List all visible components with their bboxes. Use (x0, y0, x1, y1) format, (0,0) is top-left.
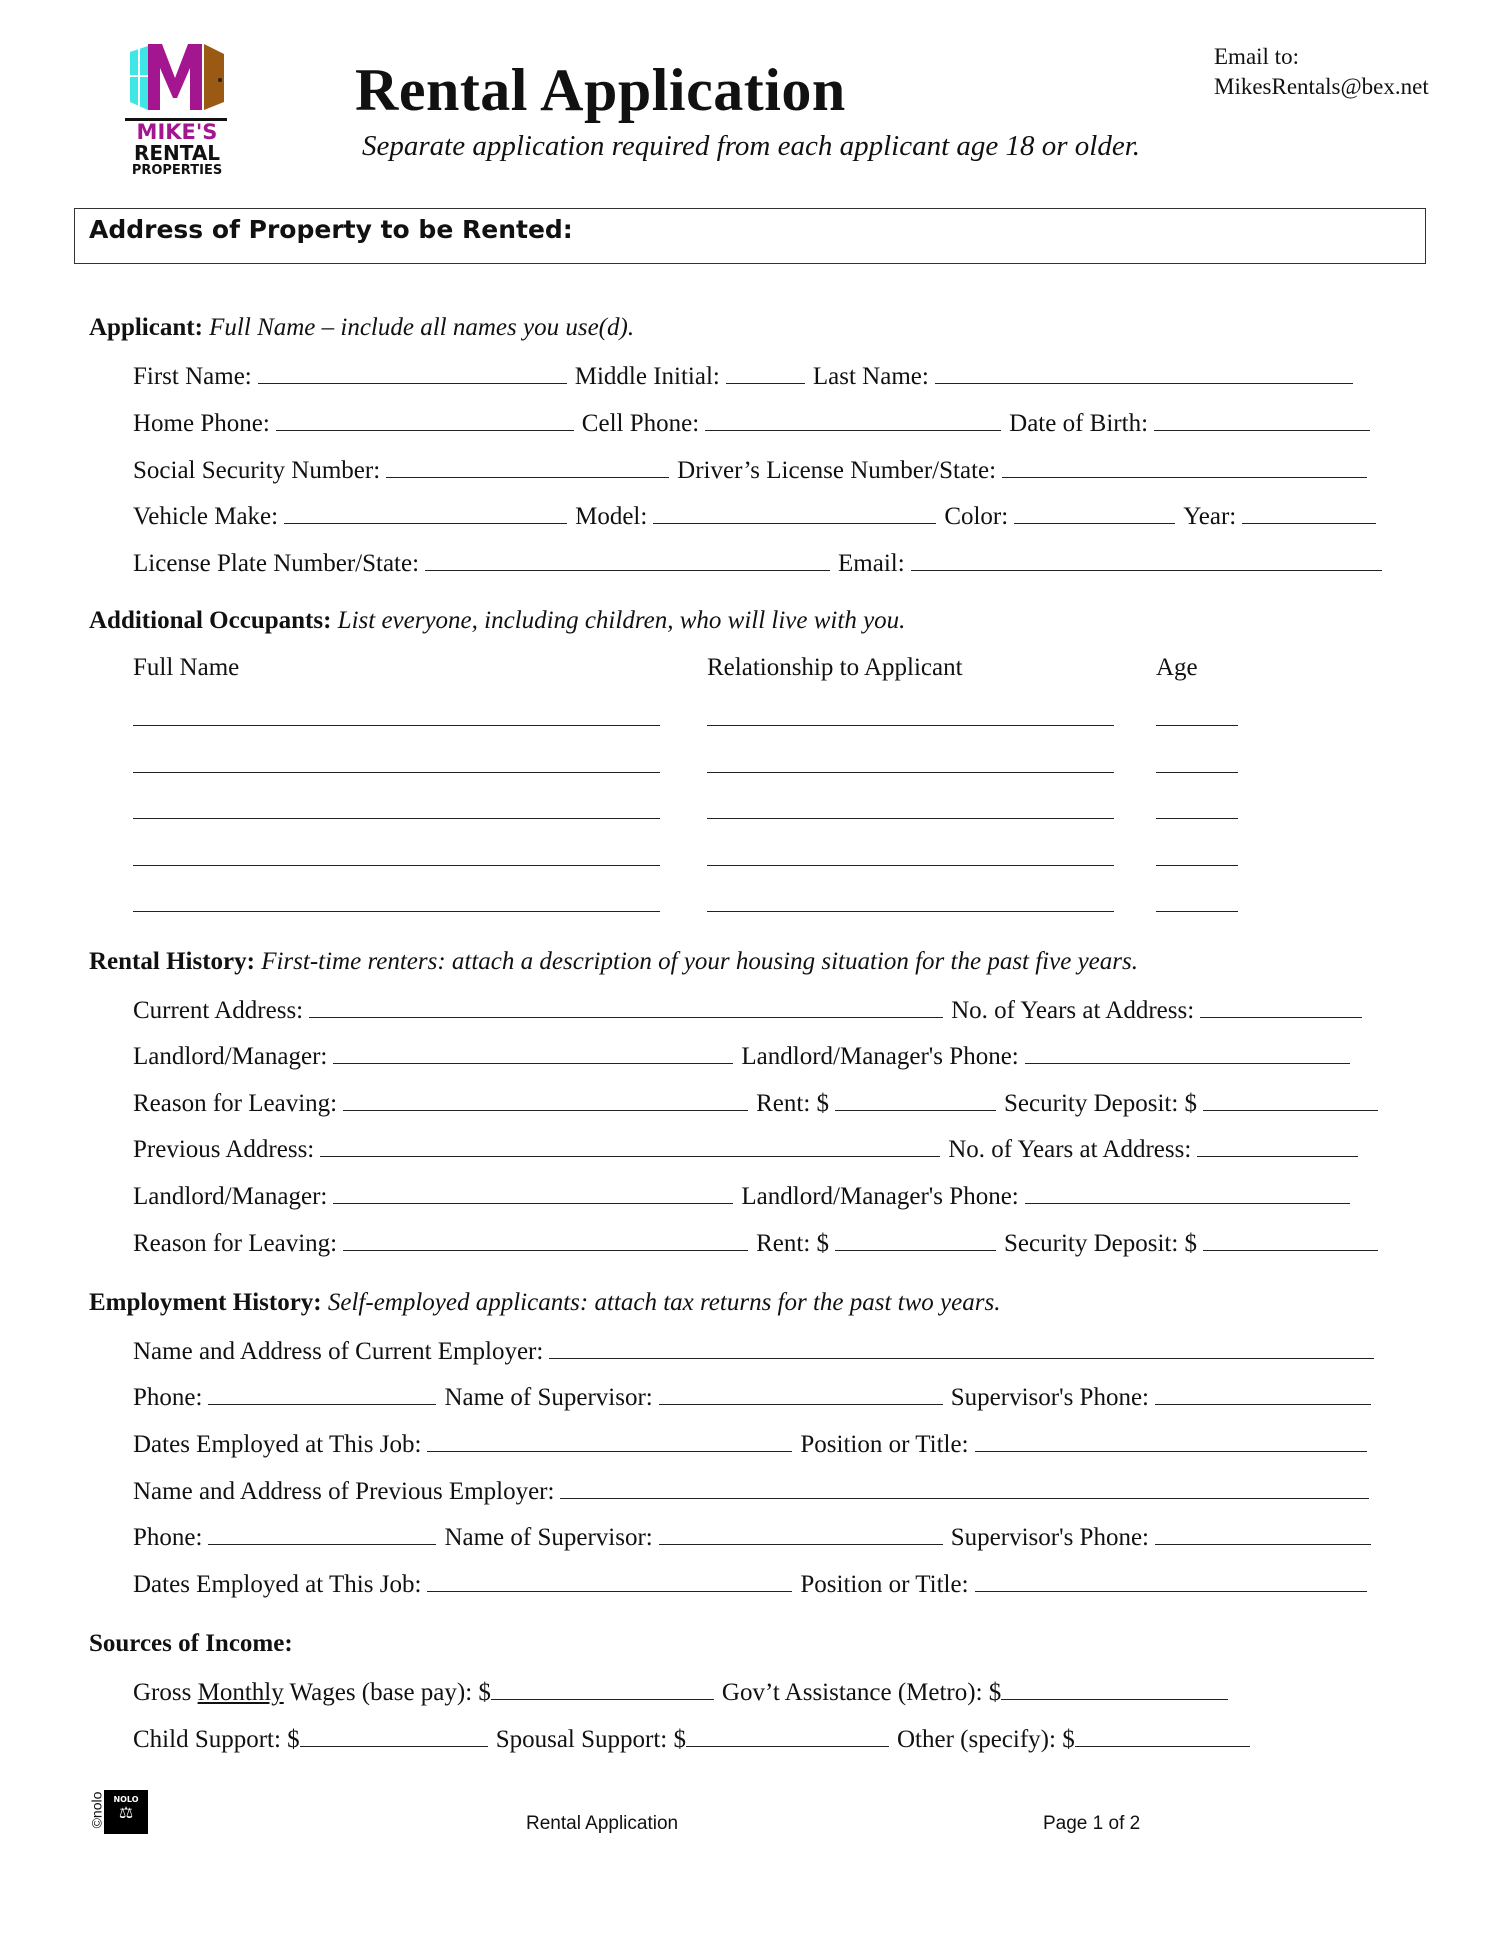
email-label: Email to: (1214, 44, 1299, 69)
dates-employed-at-this-job-input[interactable] (427, 1569, 792, 1592)
rental-row (133, 1228, 1386, 1259)
phone-input[interactable] (208, 1382, 436, 1405)
company-logo (120, 40, 235, 190)
applicant-row (133, 548, 1390, 579)
income-row (133, 1724, 1258, 1755)
rent-input[interactable] (835, 1228, 996, 1251)
field-label: Reason for Leaving: (133, 1230, 338, 1257)
property-address-label: Address of Property to be Rented: (89, 215, 573, 244)
occupant-full-name-input[interactable] (133, 725, 660, 726)
field-label: No. of Years at Address: (948, 1136, 1192, 1163)
field-label: Name and Address of Previous Employer: (133, 1478, 555, 1505)
govt-assistance-input[interactable] (1001, 1677, 1228, 1700)
occupants-column-header: Full Name (133, 654, 240, 681)
email-to (1214, 42, 1429, 102)
logo-text-rental: RENTAL (133, 141, 221, 165)
field-label: Landlord/Manager: (133, 1183, 328, 1210)
cell-phone-input[interactable] (705, 408, 1001, 431)
no-of-years-at-address-input[interactable] (1197, 1134, 1358, 1157)
occupants-column-header: Age (1156, 654, 1198, 681)
employment-row (133, 1569, 1375, 1600)
field-label: Landlord/Manager: (133, 1043, 328, 1070)
income-heading-label: Sources of Income: (89, 1630, 293, 1657)
copyright-text: ©nolo (88, 1791, 105, 1829)
field-label: Gross (133, 1679, 198, 1706)
dates-employed-at-this-job-input[interactable] (427, 1429, 792, 1452)
position-or-title-input[interactable] (975, 1569, 1367, 1592)
last-name-input[interactable] (935, 361, 1353, 384)
landlord-manager-s-phone-input[interactable] (1025, 1181, 1350, 1204)
field-label: Child Support: $ (133, 1726, 300, 1753)
field-label: Vehicle Make: (133, 503, 279, 530)
occupant-relationship-to-applicant-input[interactable] (707, 725, 1114, 726)
field-label: Color: (944, 503, 1009, 530)
rental-row (133, 1088, 1386, 1119)
logo-text-mikes: MIKE'S (136, 120, 218, 144)
applicant-row (133, 501, 1384, 532)
logo-text-properties: PROPERTIES (131, 163, 223, 178)
field-label: Landlord/Manager's Phone: (741, 1043, 1019, 1070)
occupant-relationship-to-applicant-input[interactable] (707, 772, 1114, 773)
occupant-relationship-to-applicant-input[interactable] (707, 911, 1114, 912)
child-support-input[interactable] (300, 1724, 488, 1747)
model-input[interactable] (653, 501, 936, 524)
license-plate-number-state-input[interactable] (425, 548, 830, 571)
previous-address-input[interactable] (320, 1134, 940, 1157)
current-address-input[interactable] (309, 995, 943, 1018)
nolo-badge (104, 1790, 148, 1834)
rental-heading (89, 948, 1138, 976)
email-input[interactable] (911, 548, 1382, 571)
field-label: Phone: (133, 1384, 203, 1411)
rent-input[interactable] (835, 1088, 996, 1111)
other-specify-input[interactable] (1075, 1724, 1250, 1747)
landlord-manager-input[interactable] (333, 1181, 733, 1204)
rental-note: First-time renters: attach a description of your housing situation for the past five years. (261, 948, 1138, 975)
occupant-age-input[interactable] (1156, 772, 1238, 773)
occupants-column-header: Relationship to Applicant (707, 654, 963, 681)
gross-monthly-wages-input[interactable] (491, 1677, 714, 1700)
reason-for-leaving-input[interactable] (343, 1088, 748, 1111)
occupants-heading (89, 607, 905, 635)
field-label: Current Address: (133, 997, 304, 1024)
field-label: Rent: $ (756, 1090, 830, 1117)
occupant-full-name-input[interactable] (133, 818, 660, 819)
applicant-row (133, 455, 1375, 486)
applicant-row (133, 408, 1378, 439)
home-phone-input[interactable] (276, 408, 574, 431)
page-subtitle: Separate application required from each applicant age 18 or older. (362, 130, 1141, 162)
footer-title: Rental Application (526, 1813, 679, 1834)
spousal-support-input[interactable] (686, 1724, 889, 1747)
field-label: Driver’s License Number/State: (677, 457, 997, 484)
field-label: Middle Initial: (574, 363, 720, 390)
vehicle-make-input[interactable] (284, 501, 567, 524)
phone-input[interactable] (208, 1522, 436, 1545)
rental-row (133, 1134, 1366, 1165)
social-security-number-input[interactable] (386, 455, 669, 478)
field-label: Home Phone: (133, 410, 270, 437)
income-heading (89, 1630, 293, 1658)
occupant-full-name-input[interactable] (133, 772, 660, 773)
logo-house-icon (120, 40, 235, 120)
supervisor-s-phone-input[interactable] (1155, 1382, 1371, 1405)
income-row (133, 1677, 1236, 1708)
nolo-badge-text: NOLO (113, 1795, 139, 1804)
name-of-supervisor-input[interactable] (659, 1382, 943, 1405)
rental-row (133, 995, 1370, 1026)
field-label: Email: (838, 550, 905, 577)
occupant-age-input[interactable] (1156, 818, 1238, 819)
field-label: Security Deposit: $ (1004, 1090, 1198, 1117)
rental-row (133, 1041, 1358, 1072)
field-label: Model: (575, 503, 648, 530)
occupant-relationship-to-applicant-input[interactable] (707, 865, 1114, 866)
field-label: Reason for Leaving: (133, 1090, 338, 1117)
field-label: Gov’t Assistance (Metro): $ (721, 1679, 1002, 1706)
field-label: License Plate Number/State: (133, 550, 420, 577)
first-name-input[interactable] (258, 361, 567, 384)
field-label: Dates Employed at This Job: (133, 1571, 422, 1598)
rental-row (133, 1181, 1358, 1212)
landlord-manager-input[interactable] (333, 1041, 733, 1064)
name-and-address-of-previous-employer-input[interactable] (560, 1476, 1369, 1499)
landlord-manager-s-phone-input[interactable] (1025, 1041, 1350, 1064)
name-and-address-of-current-employer-input[interactable] (549, 1336, 1374, 1359)
date-of-birth-input[interactable] (1154, 408, 1370, 431)
employment-row (133, 1382, 1379, 1413)
field-label: Social Security Number: (133, 457, 381, 484)
field-label: Name and Address of Current Employer: (133, 1338, 544, 1365)
applicant-row (133, 361, 1361, 392)
employment-heading (89, 1289, 1000, 1317)
field-label: Name of Supervisor: (444, 1524, 653, 1551)
employment-heading-label: Employment History: (89, 1289, 322, 1316)
applicant-heading-label: Applicant: (89, 314, 203, 341)
email-address[interactable]: MikesRentals@bex.net (1214, 74, 1429, 99)
scales-icon: ⚖ (118, 1803, 134, 1822)
middle-initial-input[interactable] (726, 361, 805, 384)
no-of-years-at-address-input[interactable] (1200, 995, 1362, 1018)
property-address-field[interactable] (74, 208, 1426, 264)
color-input[interactable] (1014, 501, 1175, 524)
employment-row (133, 1476, 1377, 1507)
page-title: Rental Application (355, 57, 846, 123)
driver-s-license-number-state-input[interactable] (1002, 455, 1367, 478)
field-label: First Name: (133, 363, 252, 390)
occupants-note: List everyone, including children, who will live with you. (337, 607, 906, 634)
field-label-emphasis: Monthly (197, 1679, 284, 1706)
supervisor-s-phone-input[interactable] (1155, 1522, 1371, 1545)
field-label: Date of Birth: (1009, 410, 1149, 437)
field-label: Phone: (133, 1524, 203, 1551)
security-deposit-input[interactable] (1203, 1228, 1378, 1251)
field-label: Other (specify): $ (896, 1726, 1075, 1753)
applicant-note: Full Name – include all names you use(d). (209, 314, 635, 341)
field-label: Last Name: (812, 363, 929, 390)
year-input[interactable] (1242, 501, 1376, 524)
occupant-relationship-to-applicant-input[interactable] (707, 818, 1114, 819)
page-number: Page 1 of 2 (1043, 1813, 1141, 1834)
occupant-age-input[interactable] (1156, 865, 1238, 866)
field-label: Spousal Support: $ (495, 1726, 686, 1753)
field-label: Position or Title: (800, 1431, 969, 1458)
rental-heading-label: Rental History: (89, 948, 255, 975)
field-label: Security Deposit: $ (1004, 1230, 1198, 1257)
security-deposit-input[interactable] (1203, 1088, 1378, 1111)
field-label: Dates Employed at This Job: (133, 1431, 422, 1458)
field-label: Cell Phone: (581, 410, 700, 437)
field-label: Landlord/Manager's Phone: (741, 1183, 1019, 1210)
field-label: Supervisor's Phone: (950, 1384, 1150, 1411)
field-label: Wages (base pay): $ (289, 1679, 491, 1706)
field-label: Supervisor's Phone: (950, 1524, 1150, 1551)
occupant-full-name-input[interactable] (133, 865, 660, 866)
field-label: Position or Title: (800, 1571, 969, 1598)
occupant-age-input[interactable] (1156, 725, 1238, 726)
employment-row (133, 1429, 1375, 1460)
position-or-title-input[interactable] (975, 1429, 1367, 1452)
reason-for-leaving-input[interactable] (343, 1228, 748, 1251)
occupant-age-input[interactable] (1156, 911, 1238, 912)
applicant-heading (89, 314, 634, 342)
employment-note: Self-employed applicants: attach tax returns for the past two years. (327, 1289, 1001, 1316)
field-label: No. of Years at Address: (951, 997, 1195, 1024)
occupant-full-name-input[interactable] (133, 911, 660, 912)
employment-row (133, 1522, 1379, 1553)
occupants-heading-label: Additional Occupants: (89, 607, 332, 634)
field-label: Previous Address: (133, 1136, 315, 1163)
field-label: Year: (1183, 503, 1237, 530)
field-label: Rent: $ (756, 1230, 830, 1257)
name-of-supervisor-input[interactable] (659, 1522, 943, 1545)
employment-row (133, 1336, 1382, 1367)
field-label: Name of Supervisor: (444, 1384, 653, 1411)
